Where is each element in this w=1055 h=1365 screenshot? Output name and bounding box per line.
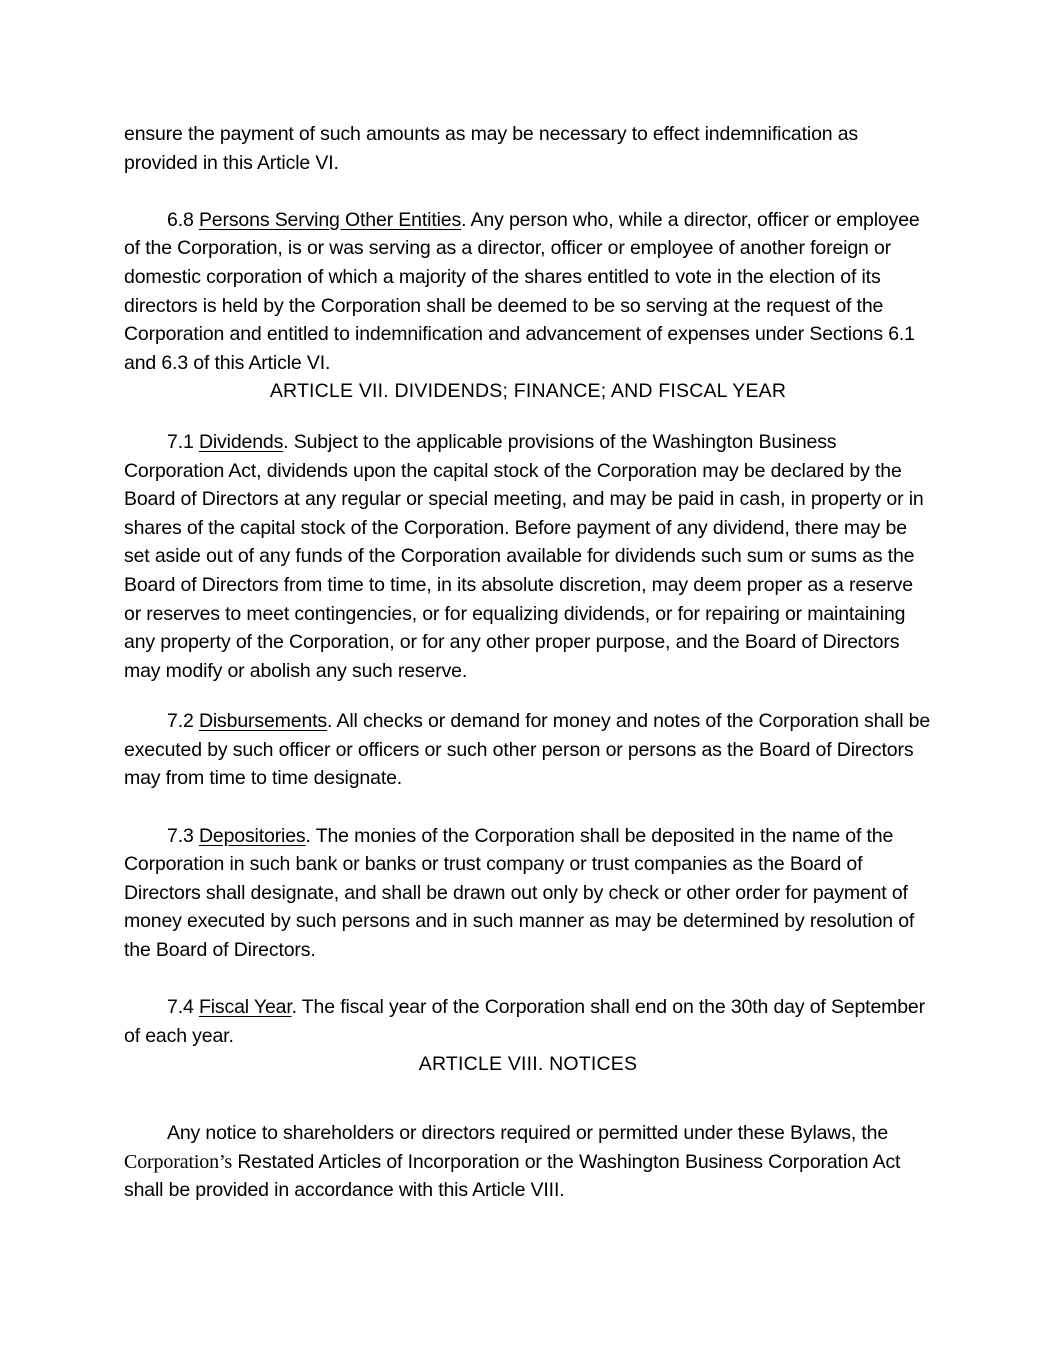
- article-8-heading: ARTICLE VIII. NOTICES: [418, 1053, 638, 1076]
- section-title: Persons Serving Other Entities: [198, 208, 462, 231]
- section-7-1: [124, 428, 932, 685]
- section-6-8: [124, 206, 932, 378]
- section-text: . The monies of the Corporation shall be deposited in the name of the Corporation in such bank or banks or trust company or trust companies as the Board of Directors shall designate, and shall be drawn out only by check or other order for payment of money executed by such persons and in such manner as may be determined by resolution of the Board of Directors.: [124, 824, 915, 962]
- section-number: 7.4: [167, 996, 199, 1019]
- notices-paragraph: [124, 1119, 932, 1205]
- section-number: 6.8: [167, 208, 199, 231]
- section-title: Depositories: [198, 824, 306, 847]
- notices-corporation-possessive: Corporation’s: [124, 1150, 233, 1173]
- section-title: Fiscal Year: [198, 996, 292, 1019]
- section-text: . The fiscal year of the Corporation shall end on the 30th day of September of each year.: [124, 996, 925, 1047]
- section-number: 7.3: [167, 824, 199, 847]
- article-7-heading: ARTICLE VII. DIVIDENDS; FINANCE; AND FISCAL YEAR: [269, 380, 787, 403]
- section-text: . All checks or demand for money and notes of the Corporation shall be executed by such officer or officers or such other person or persons as the Board of Directors may from time to time designate.: [124, 710, 931, 790]
- section-7-3: [124, 822, 932, 965]
- notices-text-start: Any notice to shareholders or directors required or permitted under these Bylaws, the: [167, 1122, 889, 1144]
- section-title: Disbursements: [198, 710, 328, 733]
- section-number: 7.1: [167, 430, 199, 453]
- document-page: [124, 120, 932, 1205]
- notices-text-end: Restated Articles of Incorporation or the Washington Business Corporation Act shall be provided in accordance with this Article VIII.: [124, 1150, 901, 1202]
- section-number: 7.2: [167, 710, 199, 733]
- paragraph-intro: ensure the payment of such amounts as may be necessary to effect indemnification as provided in this Article VI.: [124, 123, 859, 174]
- section-text: . Any person who, while a director, officer or employee of the Corporation, is or was serving as a director, officer or employee of another foreign or domestic corporation of which a majority of the shares entitled to vote in the election of its directors is held by the Corporation shall be deemed to be so serving at the request of the Corporation and entitled to indemnification and advancement of expenses under Sections 6.1 and 6.3 of this Article VI.: [124, 208, 920, 374]
- section-7-4: [124, 993, 932, 1050]
- section-title: Dividends: [198, 430, 284, 453]
- section-text: . Subject to the applicable provisions of the Washington Business Corporation Act, dividends upon the capital stock of the Corporation may be declared by the Board of Directors at any regular or special meeting, and may be paid in cash, in property or in shares of the capital stock of the Corporation. Before payment of any dividend, there may be set aside out of any funds of the Corporation available for dividends such sum or sums as the Board of Directors from time to time, in its absolute discretion, may deem proper as a reserve or reserves to meet contingencies, or for equalizing dividends, or for repairing or maintaining any property of the Corporation, or for any other proper purpose, and the Board of Directors may modify or abolish any such reserve.: [124, 430, 924, 682]
- section-7-2: [124, 707, 932, 793]
